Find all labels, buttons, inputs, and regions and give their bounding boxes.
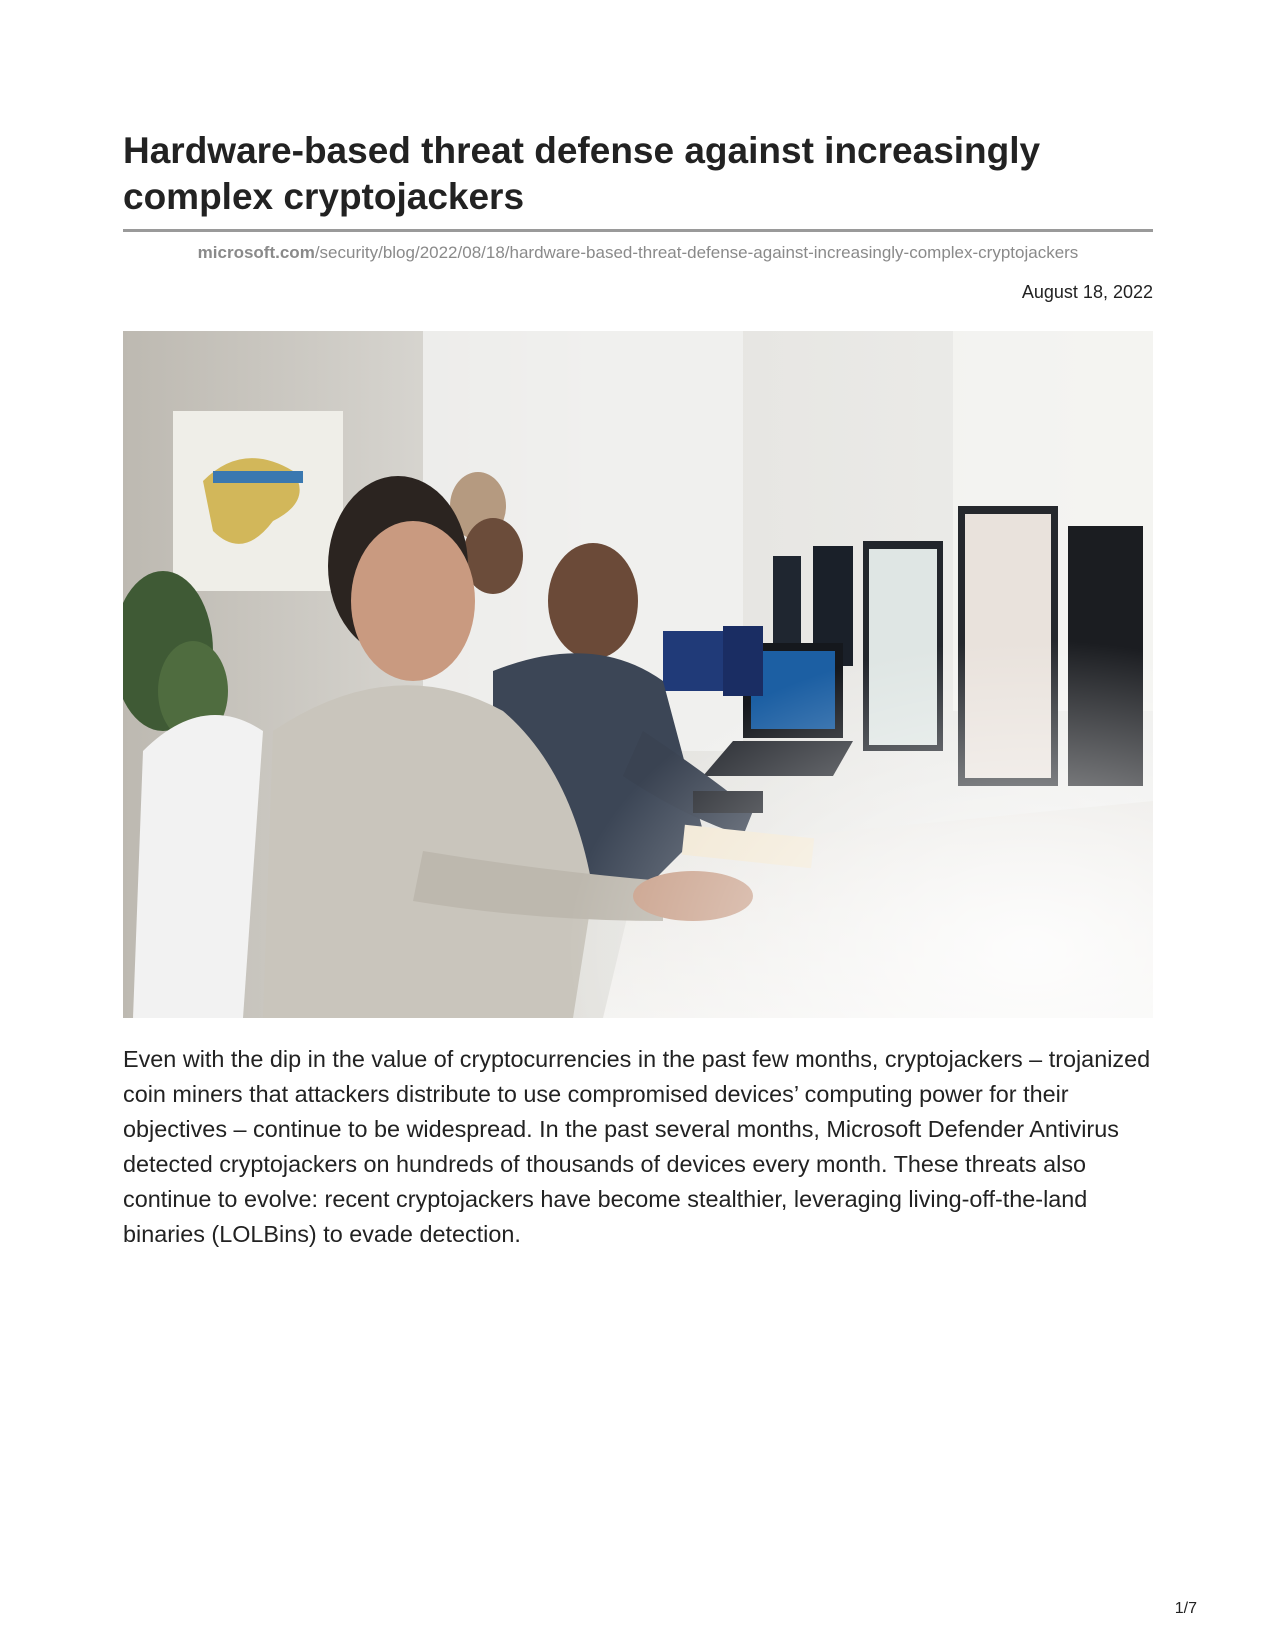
source-url[interactable] — [123, 242, 1153, 264]
article-body: Even with the dip in the value of cryptocurrencies in the past few months, cryptojackers – trojanized coin miners that attackers distribute to use compromised devices’ computing power for their objectives – continue to be widespread. In the past several months, Microsoft Defender Antivirus detected cryptojackers on hundreds of thousands of devices every month. These threats also continue to evolve: recent cryptojackers have become stealthier, leveraging living-off-the-land binaries (LOLBins) to evade detection. — [123, 1046, 1151, 1247]
publish-date: August 18, 2022 — [1021, 282, 1153, 302]
page-number: 1/7 — [1174, 1600, 1197, 1617]
source-url-path[interactable]: /security/blog/2022/08/18/hardware-based-threat-defense-against-increasingly-complex-cryptojackers — [314, 243, 1079, 262]
hero-photo — [123, 331, 1153, 1018]
office-workers-illustration — [123, 331, 1153, 1018]
title-divider — [123, 229, 1153, 232]
article-title: Hardware-based threat defense against increasingly complex cryptojackers — [123, 130, 1041, 217]
source-url-domain[interactable]: microsoft.com — [197, 243, 315, 262]
